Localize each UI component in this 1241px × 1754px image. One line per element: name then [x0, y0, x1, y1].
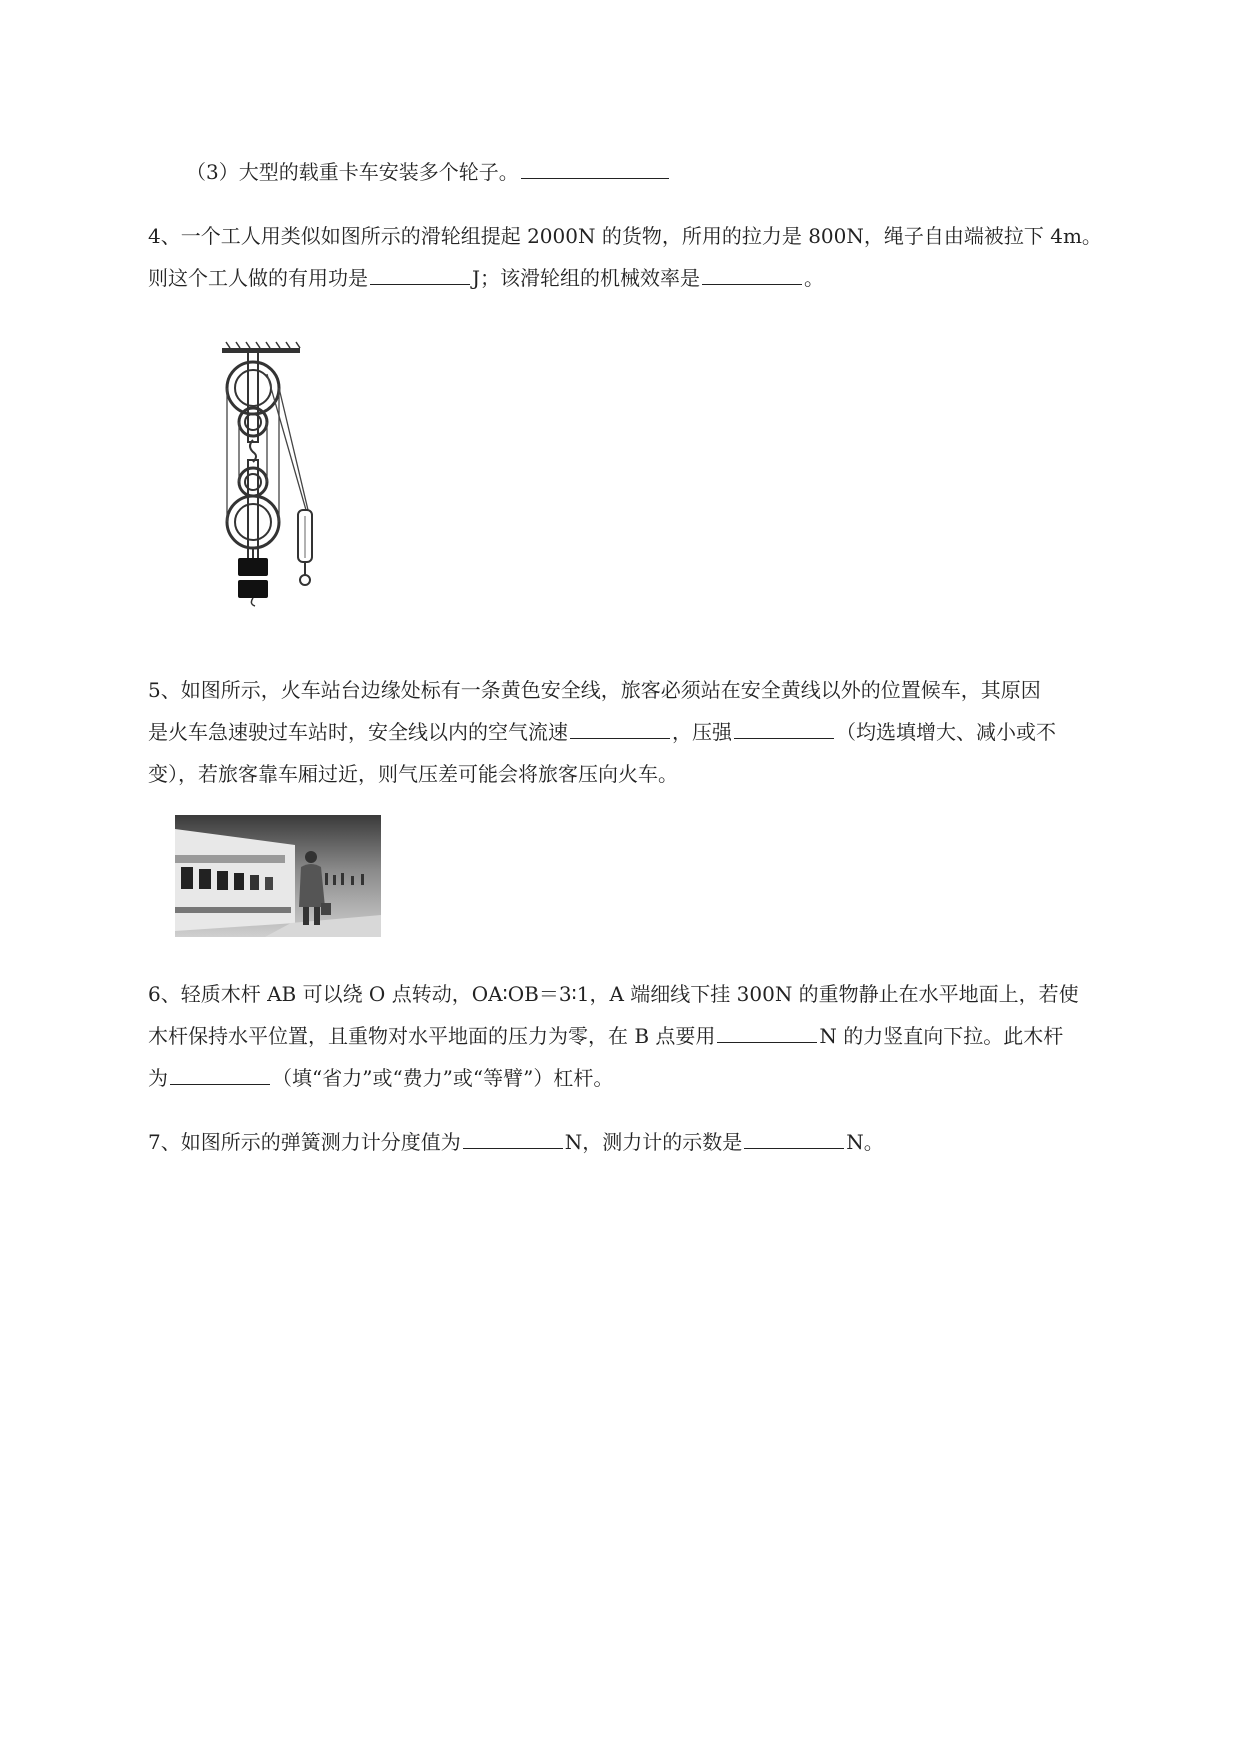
- answer-blank[interactable]: [463, 1128, 563, 1149]
- answer-blank[interactable]: [702, 264, 802, 285]
- q5-text-a: 是火车急速驶过车站时，安全线以内的空气流速: [148, 720, 568, 744]
- q7-text-a: 7、如图所示的弹簧测力计分度值为: [148, 1130, 461, 1154]
- question-3-sub-3: [186, 158, 671, 186]
- q4-text-c: 。: [804, 266, 825, 290]
- pulley-system-figure: [210, 340, 330, 610]
- q6-text-c: 为: [148, 1066, 168, 1090]
- question-6-line-2: [148, 1022, 1063, 1050]
- answer-blank[interactable]: [521, 158, 669, 179]
- question-5-line-3: 变），若旅客靠车厢过近，则气压差可能会将旅客压向火车。: [148, 762, 678, 786]
- q4-text-b: J；该滑轮组的机械效率是: [472, 266, 701, 290]
- answer-blank[interactable]: [744, 1128, 844, 1149]
- q7-text-c: N。: [846, 1130, 884, 1154]
- question-5-line-1: 5、如图所示，火车站台边缘处标有一条黄色安全线，旅客必须站在安全黄线以外的位置候车，其原因: [148, 678, 1041, 702]
- question-4-line-2: [148, 264, 824, 292]
- train-station-photo: [175, 815, 381, 937]
- q5-text-c: （均选填增大、减小或不: [836, 720, 1056, 744]
- q6-text-b: N 的力竖直向下拉。此木杆: [819, 1024, 1064, 1048]
- answer-blank[interactable]: [734, 718, 834, 739]
- question-6-line-1: 6、轻质木杆 AB 可以绕 O 点转动，OA∶OB＝3∶1，A 端细线下挂 300N 的重物静止在水平地面上，若使: [148, 982, 1079, 1006]
- answer-blank[interactable]: [717, 1022, 817, 1043]
- question-6-line-3: [148, 1064, 613, 1092]
- question-7-line-1: [148, 1128, 884, 1156]
- q5-text-b: ，压强: [672, 720, 732, 744]
- question-4-line-1: 4、一个工人用类似如图所示的滑轮组提起 2000N 的货物，所用的拉力是 800N，绳子自由端被拉下 4m。: [148, 224, 1102, 248]
- q3-sub-text: （3）大型的载重卡车安装多个轮子。: [186, 160, 519, 184]
- q6-text-a: 木杆保持水平位置，且重物对水平地面的压力为零，在 B 点要用: [148, 1024, 716, 1048]
- q6-text-d: （填“省力”或“费力”或“等臂”）杠杆。: [272, 1066, 614, 1090]
- answer-blank[interactable]: [570, 718, 670, 739]
- q7-text-b: N，测力计的示数是: [564, 1130, 743, 1154]
- question-5-line-2: [148, 718, 1056, 746]
- answer-blank[interactable]: [370, 264, 470, 285]
- answer-blank[interactable]: [170, 1064, 270, 1085]
- q4-text-a: 则这个工人做的有用功是: [148, 266, 368, 290]
